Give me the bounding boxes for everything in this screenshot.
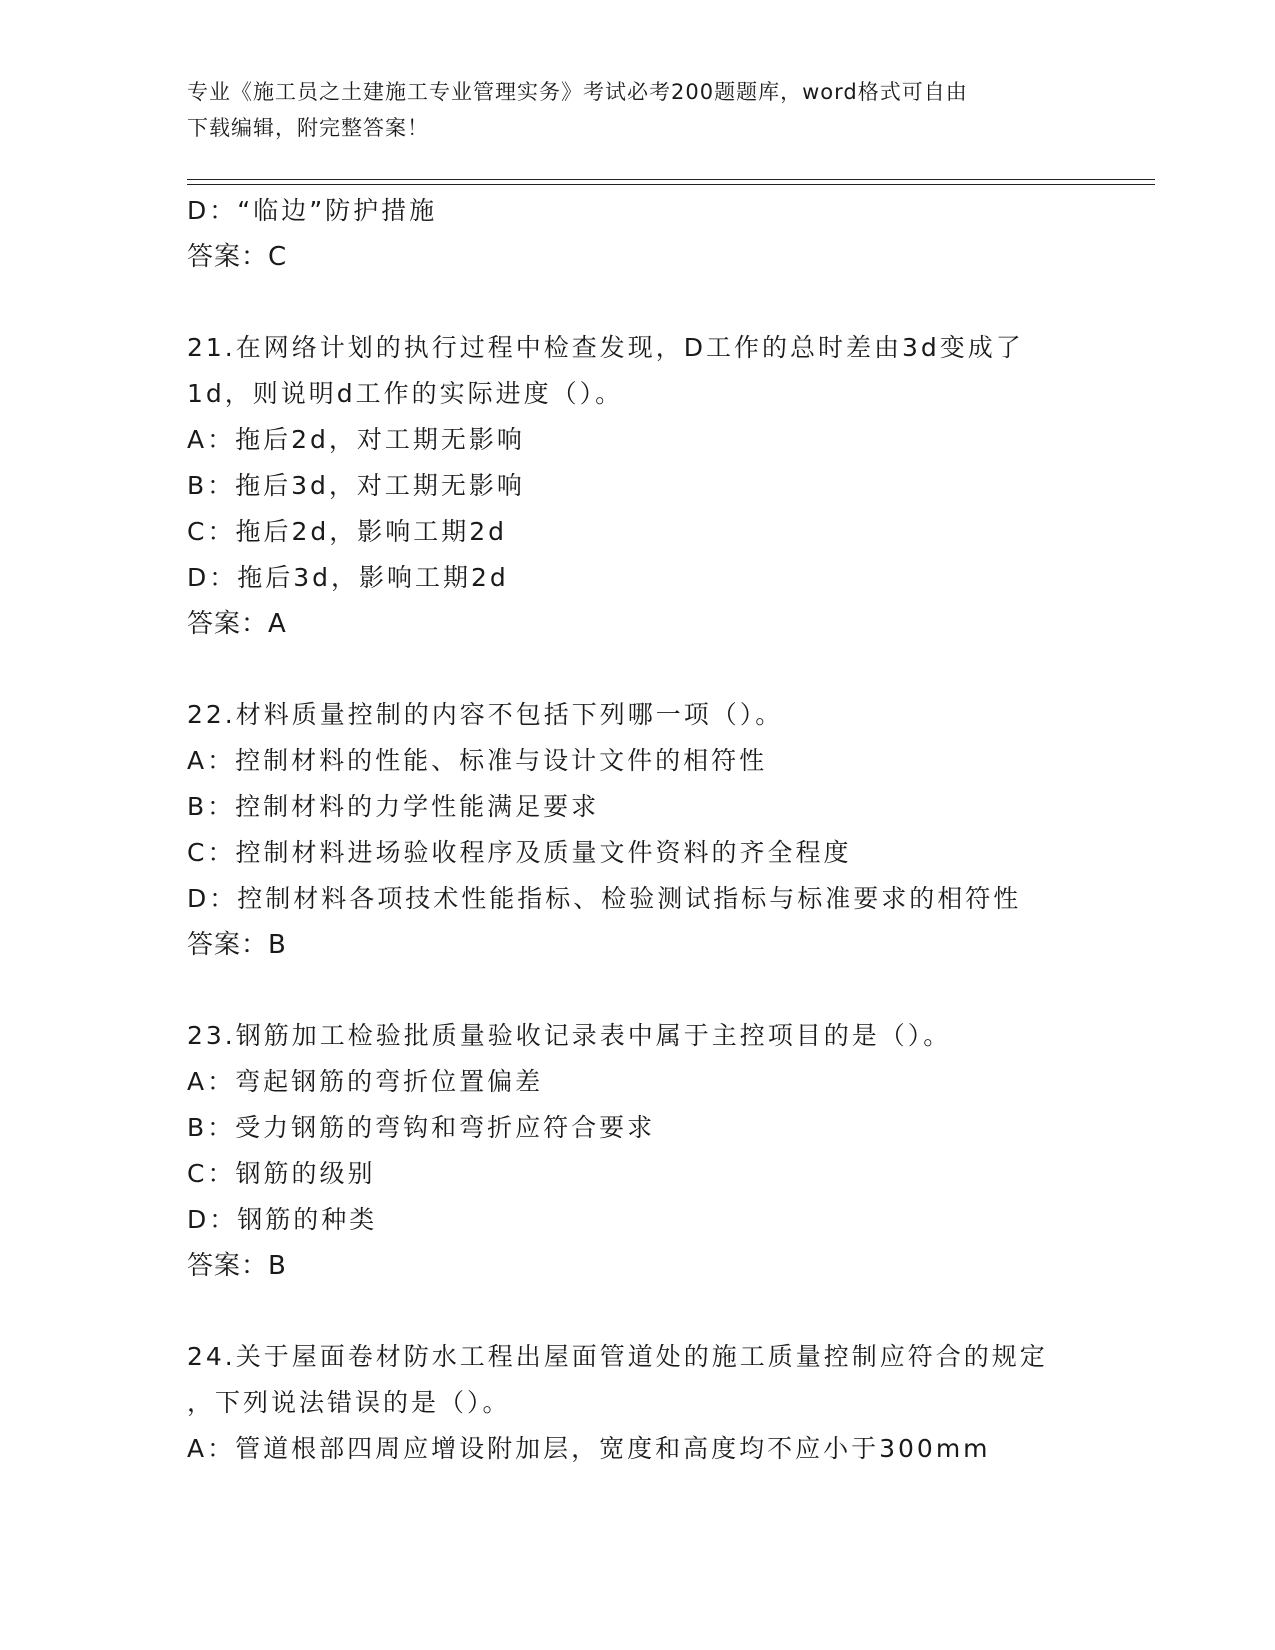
option-b: B：受力钢筋的弯钩和弯折应符合要求 (187, 1113, 656, 1142)
question-stem: 24.关于屋面卷材防水工程出屋面管道处的施工质量控制应符合的规定 (187, 1342, 1048, 1371)
header-divider-top (187, 179, 1155, 180)
question-23 (187, 1013, 1087, 1289)
option-c: C：钢筋的级别 (187, 1159, 376, 1188)
option-a: A：弯起钢筋的弯折位置偏差 (187, 1067, 544, 1096)
option-a: A：拖后2d，对工期无影响 (187, 425, 525, 454)
option-d: D：拖后3d，影响工期2d (187, 563, 509, 592)
option-c: C：控制材料进场验收程序及质量文件资料的齐全程度 (187, 838, 852, 867)
question-stem: 22.材料质量控制的内容不包括下列哪一项（）。 (187, 700, 784, 729)
option-d: D：控制材料各项技术性能指标、检验测试指标与标准要求的相符性 (187, 884, 1022, 913)
question-content (187, 188, 1087, 1472)
question-stem: 1d，则说明d工作的实际进度（）。 (187, 379, 624, 408)
option-a: A：管道根部四周应增设附加层，宽度和高度均不应小于300mm (187, 1434, 991, 1463)
option-c: C：拖后2d，影响工期2d (187, 517, 508, 546)
answer: 答案：A (187, 609, 287, 639)
answer: 答案：C (187, 242, 288, 272)
question-stem: ，下列说法错误的是（）。 (187, 1388, 511, 1417)
carryover-block (187, 188, 1087, 280)
answer: 答案：B (187, 1251, 287, 1281)
question-stem: 21.在网络计划的执行过程中检查发现，D工作的总时差由3d变成了 (187, 333, 1024, 362)
option-b: B：拖后3d，对工期无影响 (187, 471, 525, 500)
option-d: D：钢筋的种类 (187, 1205, 378, 1234)
question-stem: 23.钢筋加工检验批质量验收记录表中属于主控项目的是（）。 (187, 1021, 952, 1050)
document-header (187, 74, 1087, 146)
question-24 (187, 1334, 1087, 1472)
header-line-1: 专业《施工员之土建施工专业管理实务》考试必考200题题库，word格式可自由 (187, 80, 968, 104)
question-21 (187, 325, 1087, 647)
header-line-2: 下载编辑，附完整答案！ (187, 116, 429, 140)
question-22 (187, 692, 1087, 968)
option-a: A：控制材料的性能、标准与设计文件的相符性 (187, 746, 768, 775)
header-divider-bottom (187, 184, 1155, 185)
option-d: D：“临边”防护措施 (187, 196, 438, 225)
option-b: B：控制材料的力学性能满足要求 (187, 792, 600, 821)
answer: 答案：B (187, 930, 287, 960)
